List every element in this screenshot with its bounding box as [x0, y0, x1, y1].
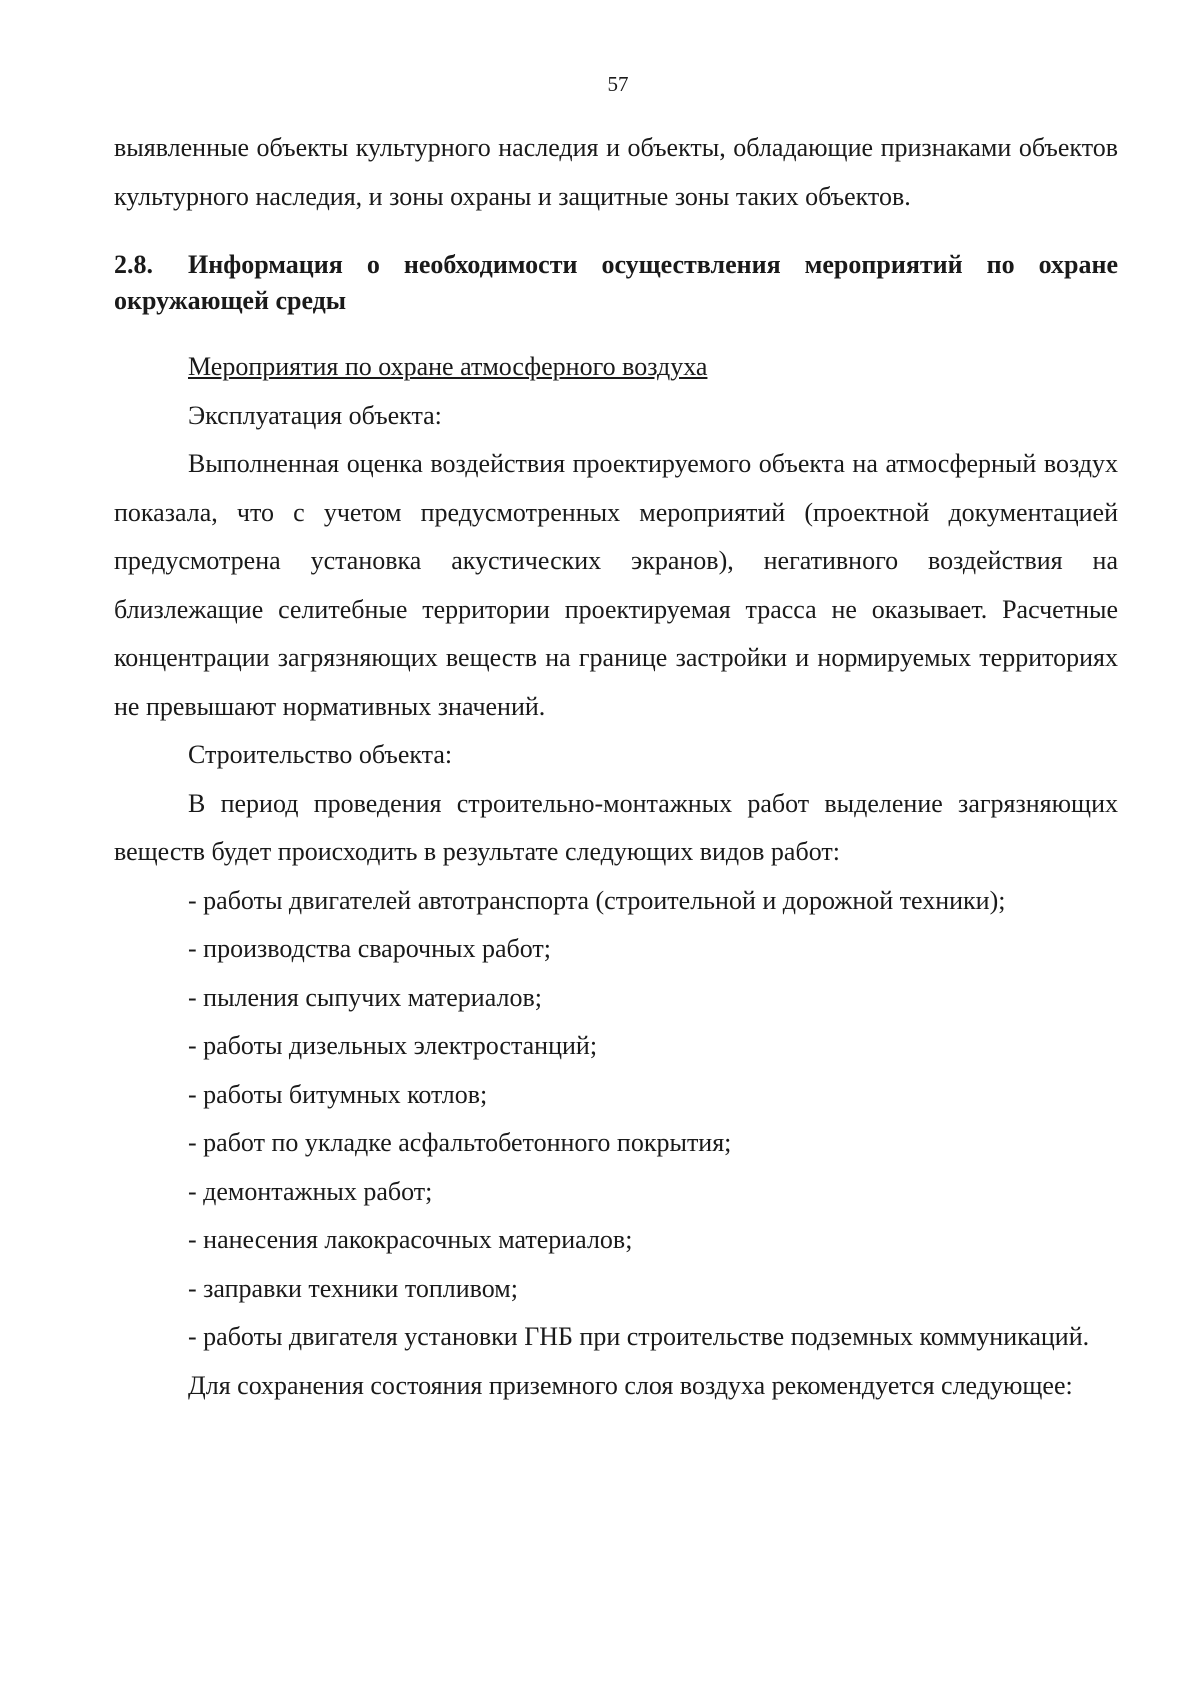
page-number: 57	[607, 72, 629, 96]
operation-paragraph: Выполненная оценка воздействия проектируемого объекта на атмосферный воздух показала, что с учетом предусмотренных мероприятий (проектной документацией предусмотрена установка акустических экранов), негативного воздействия на близлежащие селитебные территории проектируемая трасса не оказывает. Расчетные концентрации загрязняющих веществ на границе застройки и нормируемых территориях не превышают нормативных значений.	[114, 449, 1118, 721]
section-number: 2.8.	[114, 250, 153, 279]
list-item: - производства сварочных работ;	[188, 934, 552, 963]
construction-label: Строительство объекта:	[188, 740, 453, 769]
operation-label: Эксплуатация объекта:	[188, 400, 442, 430]
list-item: - работы двигателей автотранспорта (строительной и дорожной техники);	[188, 885, 1006, 915]
list-item: - работы битумных котлов;	[188, 1079, 488, 1109]
list-item: - заправки техники топливом;	[188, 1273, 518, 1303]
list-item: - демонтажных работ;	[188, 1176, 433, 1206]
closing-paragraph: Для сохранения состояния приземного слоя воздуха рекомендуется следующее:	[188, 1370, 1073, 1400]
page-content	[114, 124, 1118, 1410]
list-item: - работы дизельных электростанций;	[188, 1031, 598, 1060]
list-item: - работ по укладке асфальтобетонного покрытия;	[188, 1128, 732, 1157]
construction-intro-paragraph: В период проведения строительно-монтажных работ выделение загрязняющих веществ будет происходить в результате следующих видов работ:	[114, 788, 1118, 866]
list-item: - пыления сыпучих материалов;	[188, 982, 542, 1012]
section-title: Информация о необходимости осуществления мероприятий по охране окружающей среды	[114, 250, 1118, 315]
list-item: - нанесения лакокрасочных материалов;	[188, 1225, 633, 1254]
intro-paragraph: выявленные объекты культурного наследия и объекты, обладающие признаками объектов культурного наследия, и зоны охраны и защитные зоны таких объектов.	[114, 133, 1118, 211]
section-heading	[114, 247, 1118, 319]
list-item: - работы двигателя установки ГНБ при строительстве подземных коммуникаций.	[188, 1322, 1090, 1351]
subheading-air-protection: Мероприятия по охране атмосферного воздуха	[188, 352, 708, 381]
